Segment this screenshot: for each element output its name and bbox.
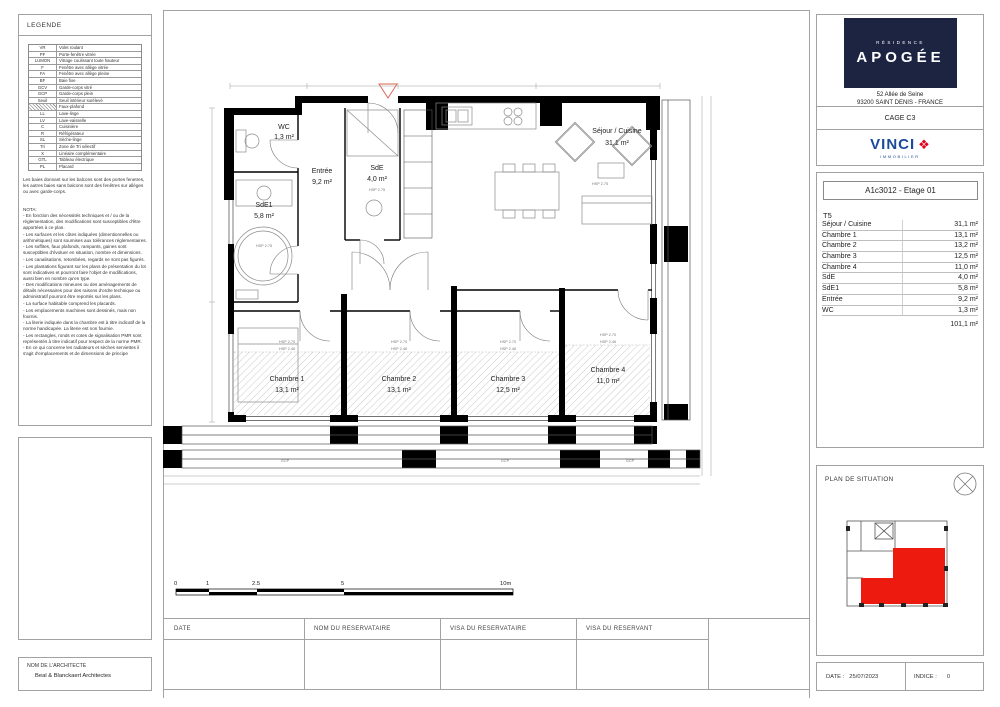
sig-header-date: DATE bbox=[174, 626, 191, 632]
legend-label: Garde-corps plein bbox=[59, 91, 94, 97]
legend-code: LL bbox=[29, 111, 57, 117]
compass-icon bbox=[954, 473, 976, 495]
legend-code: GCV bbox=[29, 85, 57, 91]
area-room: SdE bbox=[822, 273, 903, 283]
hsp-ch1-top: HSP 2.70 bbox=[278, 340, 296, 344]
legend-code: F bbox=[29, 65, 57, 71]
legend-row bbox=[29, 137, 141, 144]
nota-item: - Les canalisations, retombées, regards ne sont pas figurés. bbox=[23, 257, 145, 262]
nota-item: - Les soffites, faux plafonds, rampants, gaines sont susceptibles d'évoluer en situation, nombre et dimensions. bbox=[23, 244, 142, 256]
area-room: Entrée bbox=[822, 295, 903, 305]
legend-label: Seuil intérieur surélevé bbox=[59, 97, 103, 103]
gcp-2: GCP bbox=[500, 459, 510, 463]
situation-panel bbox=[816, 465, 984, 656]
area-total: 101,1 m² bbox=[950, 321, 978, 328]
legend-code: R bbox=[29, 131, 57, 137]
legend-title-divider bbox=[19, 35, 152, 36]
legend-label: Baie fixe bbox=[59, 77, 76, 83]
legend-code: PF bbox=[29, 52, 57, 58]
vinci-logo bbox=[817, 136, 983, 159]
legend-code: SL bbox=[29, 137, 57, 143]
legend-label: Porte-fenêtre vitrée bbox=[59, 51, 96, 57]
indice-label: INDICE : bbox=[914, 673, 937, 680]
hsp-ch3-top: HSP 2.70 bbox=[499, 340, 517, 344]
area-row bbox=[822, 231, 978, 242]
room-area-ch1: 13,1 m² bbox=[275, 387, 299, 394]
legend-intro: Les baies donnant sur les balcons sont des portes fenetres, les autres baies sans balcons sont des fenêtres sur allèges ou avec garde-corps. bbox=[23, 177, 145, 195]
apartment-type: T5 bbox=[823, 211, 832, 220]
nota-title: NOTA: bbox=[23, 207, 37, 212]
legend-label: Cuisinière bbox=[59, 124, 79, 130]
vinci-immobilier-label: IMMOBILIER bbox=[880, 154, 920, 159]
sig-header-visa-reservataire: VISA DU RESERVATAIRE bbox=[450, 626, 527, 632]
room-label-sde: SdE bbox=[370, 165, 384, 172]
legend-row bbox=[29, 151, 141, 158]
sig-header-visa-reservant: VISA DU RESERVANT bbox=[586, 626, 653, 632]
legend-row bbox=[29, 65, 141, 72]
hsp-ch2-top: HSP 2.70 bbox=[390, 340, 408, 344]
left-empty-panel bbox=[18, 437, 152, 640]
legend-label: Garde-corps vitré bbox=[59, 84, 93, 90]
sig-header-underline bbox=[164, 639, 708, 640]
floor-plan bbox=[163, 10, 810, 610]
room-label-ch2: Chambre 2 bbox=[381, 376, 417, 383]
room-area-sejour: 31,1 m² bbox=[605, 140, 629, 147]
divider-cage bbox=[817, 129, 983, 130]
nota-item: - Les emplacements machines sont dessinés, mais non fournis. bbox=[23, 307, 136, 319]
area-room: Séjour / Cuisine bbox=[822, 220, 903, 230]
legend-row bbox=[29, 52, 141, 59]
hsp-sejour: HSP 2.75 bbox=[591, 182, 609, 186]
legend-row bbox=[29, 45, 141, 52]
architect-title: NOM DE L'ARCHITECTE bbox=[27, 663, 87, 669]
nota-item: - En ce qui concerne les radiateurs et sèches serviettes il s'agit d'emplacements et de dimensions de principe bbox=[23, 345, 140, 357]
legend-row bbox=[29, 118, 141, 125]
legend-code: LUMON bbox=[29, 58, 57, 64]
plan-reference: A1c3012 - Etage 01 bbox=[823, 181, 978, 200]
legend-code: LV bbox=[29, 118, 57, 124]
legend-label: Tableau électrique bbox=[59, 157, 94, 163]
area-table bbox=[822, 220, 978, 316]
nota-item: - La literie indiquée dans la chambre est à titre indicatif de la norme handicapée. La literie est non fournie. bbox=[23, 320, 146, 332]
room-label-sde1: SdE1 bbox=[255, 202, 273, 209]
area-value: 31,1 m² bbox=[954, 221, 978, 228]
legend-label: Faux-plafond bbox=[59, 104, 85, 110]
legend-code: C bbox=[29, 124, 57, 130]
legend-row bbox=[29, 71, 141, 78]
area-value: 13,1 m² bbox=[954, 231, 978, 239]
apartment-highlight bbox=[861, 548, 945, 604]
situation-title: PLAN DE SITUATION bbox=[825, 476, 894, 483]
legend-label: Réfrigérateur bbox=[59, 130, 85, 136]
sig-vline-1 bbox=[304, 619, 305, 689]
legend-label: Zone de Tri sélectif bbox=[59, 143, 96, 149]
legend-row bbox=[29, 98, 141, 105]
area-value: 4,0 m² bbox=[958, 274, 978, 282]
hsp-ch4-low: HSP 2.46 bbox=[599, 340, 617, 344]
area-row bbox=[822, 295, 978, 306]
room-area-wc: 1,3 m² bbox=[274, 134, 294, 141]
legend-label: Lave-linge bbox=[59, 110, 79, 116]
sig-vline-2 bbox=[440, 619, 441, 689]
area-value: 9,2 m² bbox=[958, 295, 978, 303]
room-area-sde: 4,0 m² bbox=[367, 176, 387, 183]
gcp-3: GCP bbox=[625, 459, 635, 463]
scale-tick-0: 0 bbox=[174, 581, 178, 587]
legend-table bbox=[28, 44, 142, 171]
hsp-sde1: HSP 2.75 bbox=[255, 244, 273, 248]
legend-code: GTL bbox=[29, 157, 57, 163]
residence-name: APOGÉE bbox=[856, 49, 945, 66]
nota-item: - La surface habitable comprend les placards. bbox=[23, 300, 116, 306]
nota-item: - Les rectangles, ronds et cotes de signalisation PMR sont représentés à titre indicatif pour respect de la norme PMR. bbox=[23, 332, 142, 344]
area-row bbox=[822, 263, 978, 274]
architect-panel bbox=[18, 657, 152, 691]
room-label-ch1: Chambre 1 bbox=[269, 376, 305, 383]
cage-label: CAGE C3 bbox=[884, 115, 916, 122]
legend-row bbox=[29, 131, 141, 138]
room-area-entree: 9,2 m² bbox=[312, 179, 332, 186]
date-label: DATE : bbox=[826, 673, 845, 680]
legend-code: PL bbox=[29, 164, 57, 171]
scale-bar bbox=[174, 581, 513, 595]
area-room: SdE1 bbox=[822, 284, 903, 294]
area-room: Chambre 3 bbox=[822, 252, 903, 262]
legend-label: Fenêtre avec allège vitrée bbox=[59, 64, 109, 70]
legend-label: Linéaire complémentaire bbox=[59, 150, 107, 156]
address bbox=[817, 91, 983, 107]
architect-name: Beal & Blanckaert Architectes bbox=[35, 673, 112, 679]
area-value: 5,8 m² bbox=[958, 285, 978, 293]
legend-label: Volet roulant bbox=[59, 45, 83, 50]
area-row bbox=[822, 220, 978, 231]
nota-item: - Les surfaces et les côtes indiquées (dimentionnelles ou arithmétiques) sont soumises aux tolérances réglementaires. bbox=[23, 231, 147, 243]
area-room: Chambre 4 bbox=[822, 263, 903, 273]
legend-row bbox=[29, 104, 141, 111]
hsp-ch1-low: HSP 2.46 bbox=[278, 347, 296, 351]
title-block-top bbox=[816, 14, 984, 166]
area-room: WC bbox=[822, 306, 903, 316]
area-room: Chambre 2 bbox=[822, 241, 903, 251]
nota-block bbox=[23, 207, 147, 358]
area-row bbox=[822, 284, 978, 295]
scale-tick-1: 1 bbox=[206, 581, 210, 587]
room-label-ch4: Chambre 4 bbox=[590, 367, 626, 374]
hsp-ch2-low: HSP 2.46 bbox=[390, 347, 408, 351]
room-label-ch3: Chambre 3 bbox=[490, 376, 526, 383]
legend-label: Vitrage coulissant toute hauteur bbox=[59, 58, 120, 64]
legend-label: Lave-vaisselle bbox=[59, 117, 87, 123]
legend-row bbox=[29, 85, 141, 92]
legend-row bbox=[29, 58, 141, 65]
legend-code: Tri bbox=[29, 144, 57, 150]
legend-row bbox=[29, 124, 141, 131]
room-label-wc: WC bbox=[278, 124, 290, 131]
vinci-symbol-icon: ❖ bbox=[918, 136, 930, 152]
area-room: Chambre 1 bbox=[822, 231, 903, 241]
scale-tick-3: 5 bbox=[341, 581, 345, 587]
legend-label: Sèche-linge bbox=[59, 137, 82, 143]
legend-row bbox=[29, 78, 141, 85]
nota-items bbox=[23, 213, 147, 357]
legend-code: Seuil bbox=[29, 98, 57, 104]
legend-code: X bbox=[29, 151, 57, 157]
legend-code bbox=[29, 104, 57, 110]
sig-vline-4 bbox=[708, 619, 709, 689]
legend-code: GCP bbox=[29, 91, 57, 97]
room-area-ch2: 13,1 m² bbox=[387, 387, 411, 394]
residence-logo bbox=[844, 18, 957, 88]
area-value: 12,5 m² bbox=[954, 253, 978, 261]
divider-address bbox=[817, 106, 983, 107]
indice-value: 0 bbox=[946, 673, 951, 680]
sig-header-nom: NOM DU RESERVATAIRE bbox=[314, 626, 391, 632]
legend-code: VR bbox=[29, 45, 57, 51]
legend-row bbox=[29, 144, 141, 151]
address-line1: 52 Allée de Seine bbox=[876, 92, 924, 98]
date-value: 25/07/2023 bbox=[849, 673, 879, 680]
indice-cell bbox=[906, 663, 983, 690]
room-area-ch3: 12,5 m² bbox=[496, 387, 520, 394]
area-row bbox=[822, 273, 978, 284]
nota-item: - En fonction des nécessités techniques et / ou de la réglementation, des modifications sont susceptibles d'être apportées à ce plan. bbox=[23, 213, 141, 231]
legend-row bbox=[29, 157, 141, 164]
address-line2: 93200 SAINT DENIS - FRANCE bbox=[857, 100, 943, 107]
nota-item: - Des modifications mineures ou des aménagements de détails nécessaires pour des raisons d'ordre technique ou administratif pourront être reportés sur les plans. bbox=[23, 282, 141, 300]
signature-table bbox=[163, 618, 810, 690]
hsp-sde: HSP 2.75 bbox=[368, 188, 386, 192]
area-row bbox=[822, 306, 978, 317]
room-label-sejour: Séjour / Cuisine bbox=[592, 128, 642, 135]
room-label-entree: Entrée bbox=[311, 168, 333, 175]
legend-row bbox=[29, 164, 141, 171]
scale-tick-2: 2.5 bbox=[252, 581, 261, 587]
legend-row bbox=[29, 91, 141, 98]
date-indice-panel bbox=[816, 662, 984, 691]
legend-row bbox=[29, 111, 141, 118]
vinci-wordmark: VINCI bbox=[870, 136, 916, 153]
sig-vline-3 bbox=[576, 619, 577, 689]
room-area-sde1: 5,8 m² bbox=[254, 213, 274, 220]
area-row bbox=[822, 252, 978, 263]
scale-tick-4: 10m bbox=[500, 581, 512, 587]
legend-title: LEGENDE bbox=[27, 22, 62, 29]
legend-code: FA bbox=[29, 71, 57, 77]
legend-code: BF bbox=[29, 78, 57, 84]
nota-item: - Les plantations figurant sur les plans de présentation du lot sont indicatives et pourront faire l'objet de modifications, aussi bien en nombre qu'en type. bbox=[23, 263, 146, 281]
situation-map bbox=[817, 466, 983, 655]
legend-label: Fenêtre avec allège pleine bbox=[59, 71, 110, 77]
date-cell bbox=[817, 663, 906, 690]
legend-label: Placard bbox=[59, 163, 74, 169]
area-row bbox=[822, 241, 978, 252]
hsp-ch3-low: HSP 2.46 bbox=[499, 347, 517, 351]
area-value: 11,0 m² bbox=[954, 263, 978, 271]
area-value: 1,3 m² bbox=[958, 306, 978, 314]
gcp-1: GCP bbox=[280, 459, 290, 463]
area-value: 13,2 m² bbox=[954, 242, 978, 250]
hsp-ch4-top: HSP 2.70 bbox=[599, 333, 617, 337]
room-area-ch4: 11,0 m² bbox=[596, 378, 620, 385]
residence-small-label: RÉSIDENCE bbox=[876, 40, 925, 45]
